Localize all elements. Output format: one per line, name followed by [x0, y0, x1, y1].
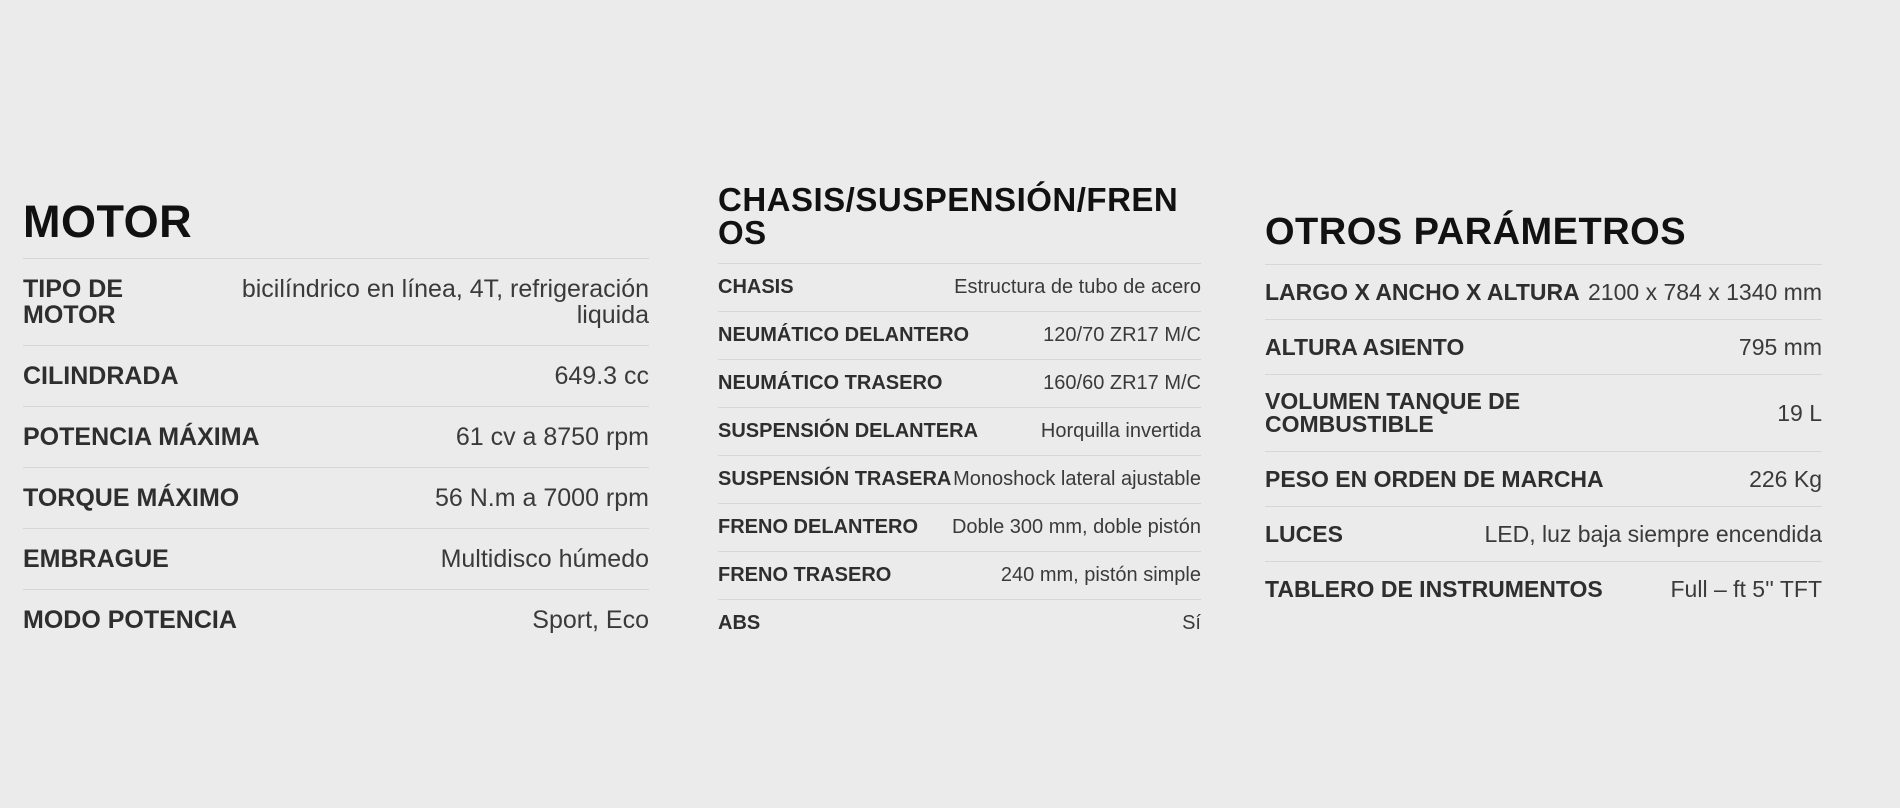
- spec-row-abs: [718, 599, 1201, 647]
- spec-row-neumatico-trasero: [718, 359, 1201, 407]
- spec-label: CILINDRADA: [23, 362, 179, 390]
- spec-row-freno-trasero: [718, 551, 1201, 599]
- spec-label: SUSPENSIÓN TRASERA: [718, 468, 952, 490]
- spec-value: Estructura de tubo de acero: [954, 276, 1201, 298]
- spec-row-freno-delantero: [718, 503, 1201, 551]
- spec-value: Sport, Eco: [532, 606, 649, 634]
- spec-label: FRENO TRASERO: [718, 564, 892, 586]
- spec-row-volumen-tanque: [1265, 374, 1822, 451]
- spec-label: MODO POTENCIA: [23, 606, 237, 634]
- spec-row-suspension-delantera: [718, 407, 1201, 455]
- spec-label: NEUMÁTICO TRASERO: [718, 372, 943, 394]
- spec-row-luces: [1265, 506, 1822, 561]
- spec-value: bicilíndrico en línea, 4T, refrigeración liquida: [241, 275, 649, 329]
- spec-value: Monoshock lateral ajustable: [953, 468, 1201, 490]
- spec-row-chasis: [718, 263, 1201, 311]
- motor-section-title: MOTOR: [23, 196, 193, 247]
- spec-label: PESO EN ORDEN DE MARCHA: [1265, 465, 1604, 492]
- spec-value: LED, luz baja siempre encendida: [1484, 520, 1822, 547]
- spec-row-tablero: [1265, 561, 1822, 616]
- spec-value: Horquilla invertida: [1040, 420, 1201, 442]
- spec-label: ABS: [718, 612, 761, 634]
- spec-value: 649.3 cc: [554, 362, 649, 390]
- spec-label: TORQUE MÁXIMO: [23, 484, 240, 512]
- spec-value: 56 N.m a 7000 rpm: [435, 484, 649, 512]
- motor-spec-section: [23, 196, 649, 650]
- spec-value: 160/60 ZR17 M/C: [1043, 372, 1201, 394]
- spec-row-altura-asiento: [1265, 319, 1822, 374]
- spec-row-neumatico-delantero: [718, 311, 1201, 359]
- chasis-section-title: CHASIS/SUSPENSIÓN/FRENOS: [718, 181, 1179, 251]
- spec-value: Doble 300 mm, doble pistón: [951, 516, 1201, 538]
- otros-section-title: OTROS PARÁMETROS: [1265, 211, 1687, 253]
- spec-label: LARGO X ANCHO X ALTURA: [1265, 278, 1580, 305]
- spec-row-potencia-maxima: [23, 406, 649, 467]
- spec-label: ALTURA ASIENTO: [1265, 333, 1465, 360]
- spec-row-cilindrada: [23, 345, 649, 406]
- spec-value: 240 mm, pistón simple: [1000, 564, 1201, 586]
- spec-row-embrague: [23, 528, 649, 589]
- spec-label: CHASIS: [718, 276, 794, 298]
- spec-value: 226 Kg: [1749, 465, 1822, 492]
- spec-label: NEUMÁTICO DELANTERO: [718, 324, 970, 346]
- spec-label: SUSPENSIÓN DELANTERA: [718, 420, 979, 442]
- spec-row-modo-potencia: [23, 589, 649, 650]
- spec-value: 120/70 ZR17 M/C: [1043, 324, 1201, 346]
- spec-label: VOLUMEN TANQUE DE COMBUSTIBLE: [1265, 388, 1521, 437]
- spec-value: Multidisco húmedo: [440, 545, 649, 573]
- spec-value: Sí: [1182, 612, 1201, 634]
- spec-value: 61 cv a 8750 rpm: [455, 423, 649, 451]
- spec-row-torque-maximo: [23, 467, 649, 528]
- spec-label: TIPO DE MOTOR: [23, 275, 124, 329]
- spec-label: TABLERO DE INSTRUMENTOS: [1265, 575, 1603, 602]
- spec-label: EMBRAGUE: [23, 545, 169, 573]
- spec-value: 19 L: [1777, 399, 1822, 426]
- spec-row-dimensiones: [1265, 264, 1822, 319]
- spec-label: POTENCIA MÁXIMA: [23, 423, 260, 451]
- spec-value: Full – ft 5'' TFT: [1670, 575, 1822, 602]
- spec-label: FRENO DELANTERO: [718, 516, 918, 538]
- spec-row-peso: [1265, 451, 1822, 506]
- spec-value: 795 mm: [1738, 333, 1822, 360]
- spec-value: 2100 x 784 x 1340 mm: [1588, 278, 1822, 305]
- spec-label: LUCES: [1265, 520, 1343, 547]
- chasis-spec-section: [718, 183, 1201, 647]
- otros-spec-section: [1265, 210, 1822, 616]
- spec-row-suspension-trasera: [718, 455, 1201, 503]
- spec-row-tipo-de-motor: [23, 258, 649, 345]
